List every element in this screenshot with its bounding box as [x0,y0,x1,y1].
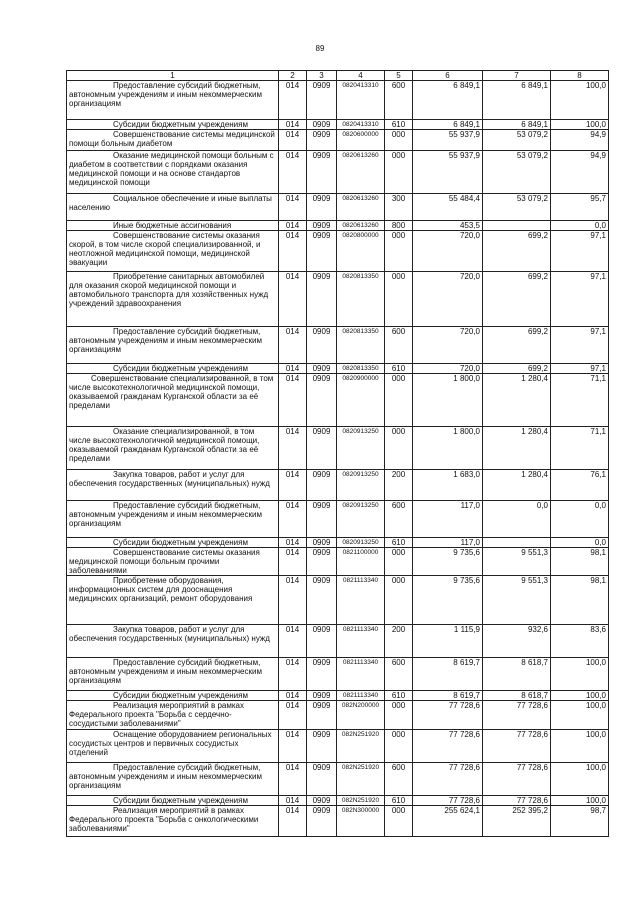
cell-ministry: 014 [279,374,307,427]
cell-section: 0909 [307,81,337,120]
cell-expense-type: 610 [385,796,413,806]
row-name: Субсидии бюджетным учреждениям [67,691,279,701]
cell-percent: 71,1 [551,427,609,470]
table-row [67,701,609,730]
row-name: Совершенствование системы оказания медицинской помощи больным прочими заболеваниями [67,548,279,576]
cell-percent: 100,0 [551,796,609,806]
header-cell: 6 [413,71,483,81]
cell-percent: 100,0 [551,81,609,120]
cell-ministry: 014 [279,327,307,364]
cell-expense-type: 300 [385,194,413,221]
cell-ministry: 014 [279,796,307,806]
header-cell: 5 [385,71,413,81]
table-row [67,538,609,548]
cell-planned: 720,0 [413,272,483,327]
table-row [67,427,609,470]
cell-executed: 699,2 [483,231,551,272]
cell-section: 0909 [307,730,337,763]
cell-ministry: 014 [279,130,307,151]
cell-expense-type: 610 [385,364,413,374]
cell-section: 0909 [307,470,337,501]
cell-executed: 53 079,2 [483,130,551,151]
cell-section: 0909 [307,272,337,327]
cell-planned: 117,0 [413,501,483,538]
cell-planned: 720,0 [413,364,483,374]
row-name: Предоставление субсидий бюджетным, автономным учреждениям и иным некоммерческим организациям [67,658,279,691]
cell-target-code: 0820413310 [337,81,385,120]
table-row [67,374,609,427]
cell-target-code: 0820813350 [337,327,385,364]
table-row [67,221,609,231]
cell-percent: 100,0 [551,701,609,730]
cell-expense-type: 000 [385,272,413,327]
cell-expense-type: 000 [385,576,413,625]
table-row [67,470,609,501]
cell-expense-type: 000 [385,548,413,576]
cell-executed: 6 849,1 [483,81,551,120]
row-name: Социальное обеспечение и иные выплаты населению [67,194,279,221]
cell-target-code: 0821113340 [337,576,385,625]
row-name: Субсидии бюджетным учреждениям [67,796,279,806]
table-row [67,806,609,837]
cell-expense-type: 600 [385,763,413,796]
cell-executed: 8 618,7 [483,658,551,691]
cell-percent: 98,1 [551,548,609,576]
cell-expense-type: 610 [385,691,413,701]
cell-ministry: 014 [279,364,307,374]
cell-target-code: 0820800000 [337,231,385,272]
row-name: Предоставление субсидий бюджетным, автономным учреждениям и иным некоммерческим организациям [67,501,279,538]
cell-section: 0909 [307,221,337,231]
row-name: Предоставление субсидий бюджетным, автономным учреждениям и иным некоммерческим организациям [67,81,279,120]
cell-target-code: 0820600000 [337,130,385,151]
header-cell: 3 [307,71,337,81]
cell-target-code: 0820413310 [337,120,385,130]
cell-section: 0909 [307,120,337,130]
cell-planned: 6 849,1 [413,81,483,120]
cell-percent: 100,0 [551,763,609,796]
cell-expense-type: 000 [385,374,413,427]
cell-percent: 71,1 [551,374,609,427]
cell-section: 0909 [307,796,337,806]
cell-section: 0909 [307,231,337,272]
cell-executed: 252 395,2 [483,806,551,837]
row-name: Приобретение оборудования, информационных систем для дооснащения медицинских организаций, ремонт оборудования [67,576,279,625]
cell-executed: 77 728,6 [483,730,551,763]
cell-executed: 77 728,6 [483,701,551,730]
cell-section: 0909 [307,701,337,730]
cell-target-code: 0821113340 [337,625,385,658]
cell-expense-type: 600 [385,658,413,691]
cell-ministry: 014 [279,120,307,130]
cell-ministry: 014 [279,501,307,538]
table-row [67,730,609,763]
cell-target-code: 0820613260 [337,194,385,221]
cell-expense-type: 600 [385,81,413,120]
cell-percent: 97,1 [551,231,609,272]
row-name: Предоставление субсидий бюджетным, автономным учреждениям и иным некоммерческим организациям [67,763,279,796]
cell-planned: 9 735,6 [413,576,483,625]
cell-executed: 932,6 [483,625,551,658]
cell-executed: 77 728,6 [483,763,551,796]
cell-executed: 77 728,6 [483,796,551,806]
row-name: Оказание медицинской помощи больным с диабетом в соответствии с порядками оказания медицинской помощи и на основе стандартов медицинской помощи [67,151,279,194]
row-name: Иные бюджетные ассигнования [67,221,279,231]
budget-table [66,70,609,837]
cell-section: 0909 [307,658,337,691]
cell-expense-type: 000 [385,231,413,272]
cell-planned: 77 728,6 [413,730,483,763]
cell-section: 0909 [307,763,337,796]
cell-executed: 9 551,3 [483,548,551,576]
cell-executed: 699,2 [483,272,551,327]
cell-target-code: 0820813350 [337,272,385,327]
table-row [67,548,609,576]
cell-percent: 97,1 [551,327,609,364]
cell-planned: 117,0 [413,538,483,548]
header-cell: 4 [337,71,385,81]
cell-executed: 1 280,4 [483,470,551,501]
cell-executed: 53 079,2 [483,151,551,194]
cell-expense-type: 000 [385,151,413,194]
header-cell: 8 [551,71,609,81]
cell-expense-type: 000 [385,427,413,470]
cell-section: 0909 [307,374,337,427]
cell-target-code: 0821113340 [337,691,385,701]
cell-planned: 453,5 [413,221,483,231]
cell-target-code: 082N251920 [337,763,385,796]
page-number: 89 [315,44,325,53]
cell-section: 0909 [307,130,337,151]
cell-ministry: 014 [279,730,307,763]
cell-planned: 77 728,6 [413,763,483,796]
row-name: Реализация мероприятий в рамках Федерального проекта "Борьба с онкологическими заболеваниями" [67,806,279,837]
table-row [67,691,609,701]
cell-executed: 9 551,3 [483,576,551,625]
cell-executed [483,538,551,548]
row-name: Предоставление субсидий бюджетным, автономным учреждениям и иным некоммерческим организациям [67,327,279,364]
row-name: Субсидии бюджетным учреждениям [67,538,279,548]
cell-expense-type: 000 [385,130,413,151]
table-row [67,231,609,272]
table-row [67,151,609,194]
cell-executed: 1 280,4 [483,427,551,470]
cell-section: 0909 [307,151,337,194]
cell-executed: 699,2 [483,364,551,374]
cell-target-code: 0820913250 [337,427,385,470]
cell-executed: 53 079,2 [483,194,551,221]
cell-ministry: 014 [279,470,307,501]
cell-section: 0909 [307,194,337,221]
cell-ministry: 014 [279,691,307,701]
cell-planned: 1 683,0 [413,470,483,501]
cell-planned: 1 800,0 [413,374,483,427]
cell-planned: 77 728,6 [413,796,483,806]
cell-expense-type: 000 [385,730,413,763]
row-name: Оказание специализированной, в том числе высокотехнологичной медицинской помощи, оказываемой гражданам Курганской области за её пределами [67,427,279,470]
row-name: Субсидии бюджетным учреждениям [67,364,279,374]
cell-planned: 6 849,1 [413,120,483,130]
cell-planned: 1 800,0 [413,427,483,470]
cell-target-code: 082N200000 [337,701,385,730]
cell-planned: 55 484,4 [413,194,483,221]
cell-executed [483,221,551,231]
cell-expense-type: 610 [385,120,413,130]
cell-section: 0909 [307,501,337,538]
cell-section: 0909 [307,625,337,658]
cell-expense-type: 200 [385,625,413,658]
cell-planned: 55 937,9 [413,130,483,151]
row-name: Закупка товаров, работ и услуг для обеспечения государственных (муниципальных) нужд [67,470,279,501]
cell-target-code: 0820613260 [337,151,385,194]
table-row [67,327,609,364]
cell-percent: 0,0 [551,501,609,538]
cell-section: 0909 [307,691,337,701]
cell-expense-type: 600 [385,501,413,538]
cell-percent: 95,7 [551,194,609,221]
cell-target-code: 082N251920 [337,796,385,806]
cell-ministry: 014 [279,625,307,658]
cell-executed: 0,0 [483,501,551,538]
cell-percent: 94,9 [551,151,609,194]
cell-expense-type: 000 [385,701,413,730]
row-name: Совершенствование системы оказания скорой, в том числе скорой специализированной, и неотложной медицинской помощи, медицинской эвакуации [67,231,279,272]
cell-section: 0909 [307,327,337,364]
cell-percent: 98,1 [551,576,609,625]
cell-expense-type: 200 [385,470,413,501]
table-row [67,658,609,691]
cell-target-code: 0820913250 [337,538,385,548]
row-name: Приобретение санитарных автомобилей для оказания скорой медицинской помощи и автомобильного транспорта для хозяйственных нужд учреждений здравоохранения [67,272,279,327]
cell-percent: 100,0 [551,691,609,701]
cell-percent: 94,9 [551,130,609,151]
cell-percent: 76,1 [551,470,609,501]
cell-percent: 100,0 [551,730,609,763]
table-body [67,71,609,837]
cell-section: 0909 [307,427,337,470]
row-name: Закупка товаров, работ и услуг для обеспечения государственных (муниципальных) нужд [67,625,279,658]
table-row [67,796,609,806]
cell-target-code: 0820913250 [337,470,385,501]
table-row [67,501,609,538]
cell-target-code: 082N251920 [337,730,385,763]
cell-planned: 255 624,1 [413,806,483,837]
cell-ministry: 014 [279,427,307,470]
cell-executed: 699,2 [483,327,551,364]
cell-target-code: 0820613260 [337,221,385,231]
cell-planned: 77 728,6 [413,701,483,730]
cell-target-code: 0820913250 [337,501,385,538]
row-name: Реализация мероприятий в рамках Федерального проекта "Борьба с сердечно-сосудистыми заболеваниями" [67,701,279,730]
cell-executed: 8 618,7 [483,691,551,701]
table-row [67,763,609,796]
table-row [67,194,609,221]
row-name: Совершенствование системы медицинской помощи больным диабетом [67,130,279,151]
table-row [67,576,609,625]
cell-ministry: 014 [279,701,307,730]
cell-ministry: 014 [279,658,307,691]
header-cell: 2 [279,71,307,81]
cell-target-code: 0820813350 [337,364,385,374]
cell-percent: 97,1 [551,364,609,374]
cell-ministry: 014 [279,538,307,548]
cell-percent: 0,0 [551,221,609,231]
cell-ministry: 014 [279,221,307,231]
cell-planned: 8 619,7 [413,658,483,691]
cell-planned: 1 115,9 [413,625,483,658]
row-name: Оснащение оборудованием региональных сосудистых центров и первичных сосудистых отделений [67,730,279,763]
cell-section: 0909 [307,364,337,374]
table-row [67,272,609,327]
cell-ministry: 014 [279,548,307,576]
cell-percent: 83,6 [551,625,609,658]
cell-target-code: 0821113340 [337,658,385,691]
cell-section: 0909 [307,548,337,576]
cell-ministry: 014 [279,763,307,796]
cell-section: 0909 [307,538,337,548]
cell-percent: 98,7 [551,806,609,837]
cell-expense-type: 800 [385,221,413,231]
cell-planned: 55 937,9 [413,151,483,194]
cell-target-code: 0821100000 [337,548,385,576]
cell-planned: 9 735,6 [413,548,483,576]
row-name: Совершенствование специализированной, в том числе высокотехнологичной медицинской помощи, оказываемой гражданам Курганской области за её пределами [67,374,279,427]
cell-ministry: 014 [279,81,307,120]
cell-planned: 8 619,7 [413,691,483,701]
table-row [67,120,609,130]
cell-ministry: 014 [279,231,307,272]
table-row [67,81,609,120]
cell-expense-type: 000 [385,806,413,837]
table-row [67,364,609,374]
cell-section: 0909 [307,576,337,625]
cell-planned: 720,0 [413,327,483,364]
cell-ministry: 014 [279,806,307,837]
cell-expense-type: 600 [385,327,413,364]
cell-percent: 97,1 [551,272,609,327]
header-cell: 1 [67,71,279,81]
cell-planned: 720,0 [413,231,483,272]
table-row [67,625,609,658]
header-row [67,71,609,81]
row-name: Субсидии бюджетным учреждениям [67,120,279,130]
header-cell: 7 [483,71,551,81]
cell-percent: 100,0 [551,658,609,691]
cell-expense-type: 610 [385,538,413,548]
cell-target-code: 082N300000 [337,806,385,837]
cell-target-code: 0820900000 [337,374,385,427]
cell-executed: 1 280,4 [483,374,551,427]
cell-percent: 100,0 [551,120,609,130]
cell-ministry: 014 [279,194,307,221]
cell-section: 0909 [307,806,337,837]
cell-ministry: 014 [279,151,307,194]
cell-ministry: 014 [279,576,307,625]
cell-percent: 0,0 [551,538,609,548]
cell-executed: 6 849,1 [483,120,551,130]
table-row [67,130,609,151]
cell-ministry: 014 [279,272,307,327]
